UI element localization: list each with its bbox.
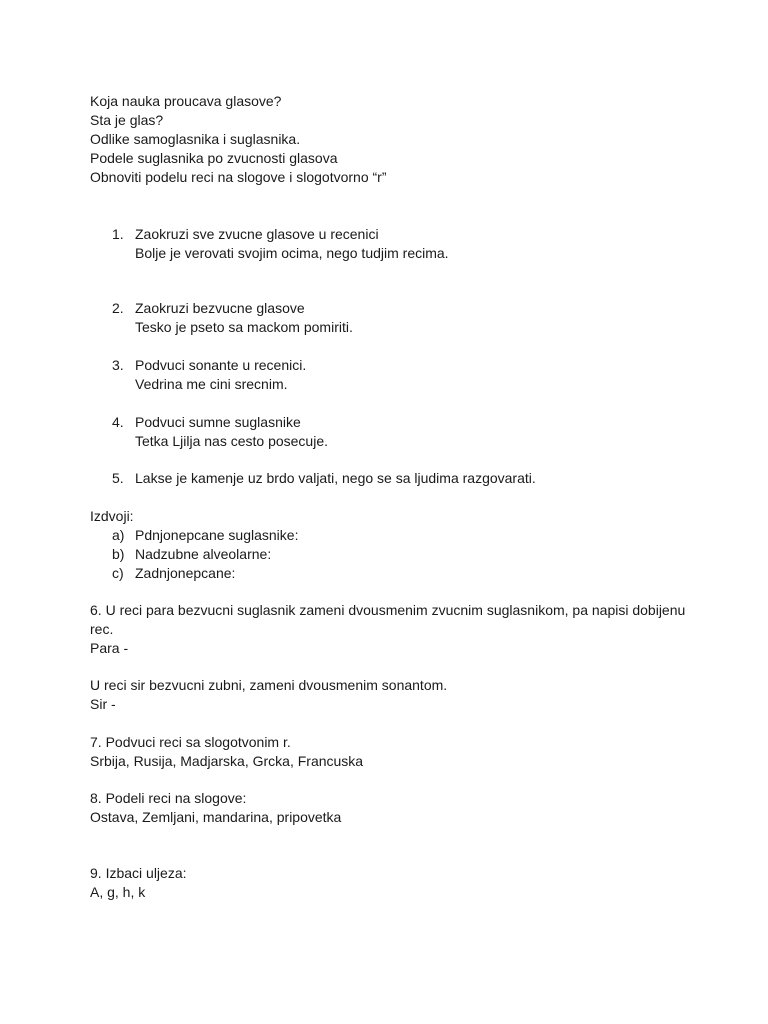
task-number: 4.: [112, 414, 124, 430]
q8-words: Ostava, Zemljani, mandarina, pripovetka: [90, 809, 342, 825]
q6-text: 6. U reci para bezvucni suglasnik zameni dvousmenim zvucnim suglasnikom, pa napisi dobijenu: [90, 602, 686, 618]
q6-text: rec.: [90, 621, 114, 637]
q7-text: 7. Podvuci reci sa slogotvonim r.: [90, 734, 291, 750]
izdvoji-letter: c): [112, 565, 124, 581]
task-number: 2.: [112, 300, 124, 316]
q6-text: U reci sir bezvucni zubni, zameni dvousmenim sonantom.: [90, 677, 448, 693]
izdvoji-title: Izdvoji:: [90, 508, 134, 524]
intro-line: Podele suglasnika po zvucnosti glasova: [90, 150, 338, 166]
task-sentence: Bolje je verovati svojim ocima, nego tudjim recima.: [135, 245, 449, 261]
q8-text: 8. Podeli reci na slogove:: [90, 790, 247, 806]
task-sentence: Tetka Ljilja nas cesto posecuje.: [135, 433, 328, 449]
izdvoji-letter: a): [112, 527, 125, 543]
izdvoji-item: Nadzubne alveolarne:: [135, 546, 272, 562]
izdvoji-item: Zadnjonepcane:: [135, 565, 236, 581]
task-sentence: Vedrina me cini srecnim.: [135, 376, 288, 392]
izdvoji-letter: b): [112, 546, 125, 562]
task-prompt: Zaokruzi sve zvucne glasove u recenici: [135, 226, 379, 242]
intro-line: Koja nauka proucava glasove?: [90, 93, 282, 109]
task-prompt: Zaokruzi bezvucne glasove: [135, 300, 305, 316]
q7-words: Srbija, Rusija, Madjarska, Grcka, Francuska: [90, 753, 364, 769]
task-prompt: Lakse je kamenje uz brdo valjati, nego se sa ljudima razgovarati.: [135, 470, 536, 486]
intro-line: Obnoviti podelu reci na slogove i slogotvorno “r”: [90, 169, 387, 185]
izdvoji-item: Pdnjonepcane suglasnike:: [135, 527, 299, 543]
q6-answer-line: Sir -: [90, 696, 116, 712]
task-number: 1.: [112, 226, 124, 242]
task-number: 5.: [112, 470, 124, 486]
task-number: 3.: [112, 357, 124, 373]
task-prompt: Podvuci sumne suglasnike: [135, 414, 301, 430]
intro-line: Odlike samoglasnika i suglasnika.: [90, 131, 301, 147]
q6-answer-line: Para -: [90, 640, 129, 656]
task-prompt: Podvuci sonante u recenici.: [135, 357, 307, 373]
q9-text: 9. Izbaci uljeza:: [90, 865, 187, 881]
intro-line: Sta je glas?: [90, 112, 164, 128]
task-sentence: Tesko je pseto sa mackom pomiriti.: [135, 319, 353, 335]
q9-letters: A, g, h, k: [90, 884, 146, 900]
